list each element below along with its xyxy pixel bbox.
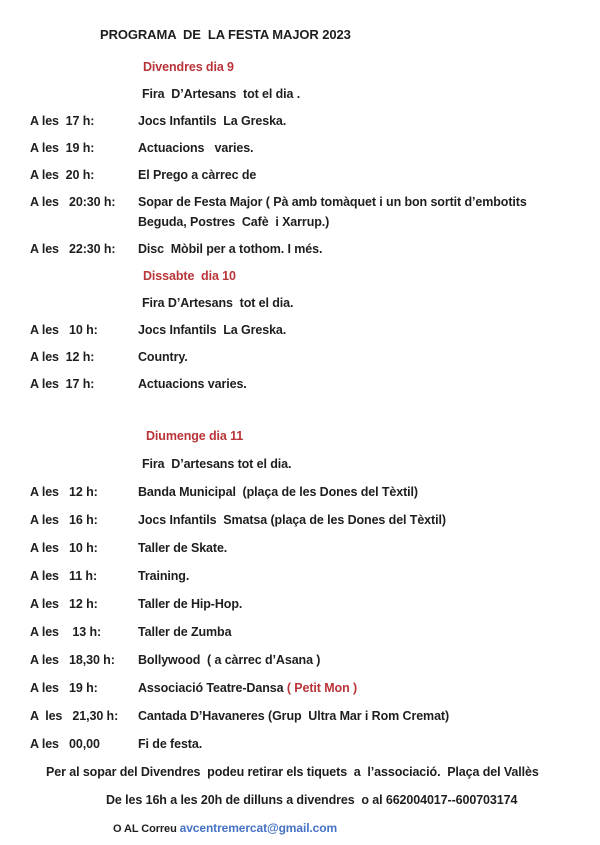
footer-hours-phone-note: De les 16h a les 20h de dilluns a divendres o al 662004017--600703174	[106, 793, 518, 807]
event-description: Taller de Skate.	[138, 541, 228, 555]
schedule-row	[0, 111, 600, 131]
event-description: Banda Municipal (plaça de les Dones del Tèxtil)	[138, 485, 418, 499]
event-description	[138, 678, 584, 698]
section-heading-divendres: Divendres dia 9	[143, 60, 234, 74]
schedule-row	[0, 594, 600, 614]
time-label: A les 17 h:	[30, 114, 95, 128]
event-description-black: Associació Teatre-Dansa	[138, 681, 287, 695]
schedule-row	[0, 650, 600, 670]
schedule-row	[0, 510, 600, 530]
schedule-row	[0, 678, 600, 698]
event-description: El Prego a càrrec de	[138, 168, 257, 182]
schedule-row	[0, 538, 600, 558]
event-description: Disc Mòbil per a tothom. I més.	[138, 242, 323, 256]
schedule-row	[0, 374, 600, 394]
schedule-row	[0, 566, 600, 586]
event-description-red: ( Petit Mon )	[286, 681, 358, 695]
schedule-row	[0, 165, 600, 185]
section-heading-dissabte: Dissabte dia 10	[143, 269, 236, 283]
event-description: Taller de Hip-Hop.	[138, 597, 243, 611]
section-heading-diumenge: Diumenge dia 11	[146, 429, 244, 443]
all-day-line: Fira D’Artesans tot el dia .	[142, 87, 301, 101]
event-description: Training.	[138, 569, 190, 583]
time-label: A les 12 h:	[30, 350, 95, 364]
event-description-line2: Beguda, Postres Cafè i Xarrup.)	[138, 215, 330, 229]
section-divendres	[0, 57, 600, 259]
email-label: O AL Correu	[113, 823, 180, 835]
time-label: A les 12 h:	[30, 597, 98, 611]
footer-email-line	[113, 818, 600, 839]
time-label: A les 16 h:	[30, 513, 98, 527]
event-description: Taller de Zumba	[138, 625, 232, 639]
time-label: A les 13 h:	[30, 625, 102, 639]
event-description: Country.	[138, 350, 188, 364]
time-label: A les 10 h:	[30, 323, 98, 337]
schedule-row	[0, 192, 600, 232]
all-day-line: Fira D’artesans tot el dia.	[142, 457, 292, 471]
all-day-line: Fira D’Artesans tot el dia.	[142, 296, 294, 310]
event-description: Bollywood ( a càrrec d’Asana )	[138, 653, 321, 667]
time-label: A les 19 h:	[30, 681, 98, 695]
event-description-line1: Sopar de Festa Major ( Pà amb tomàquet i un bon sortit d’embotits	[138, 195, 527, 209]
time-label: A les 22:30 h:	[30, 242, 116, 256]
time-label: A les 10 h:	[30, 541, 98, 555]
event-description: Cantada D’Havaneres (Grup Ultra Mar i Rom Cremat)	[138, 709, 450, 723]
schedule-row	[0, 734, 600, 754]
schedule-row	[0, 622, 600, 642]
time-label: A les 17 h:	[30, 377, 95, 391]
event-description: Jocs Infantils La Greska.	[138, 114, 287, 128]
page-title: PROGRAMA DE LA FESTA MAJOR 2023	[100, 27, 351, 42]
time-label: A les 00,00	[30, 737, 100, 751]
schedule-row	[0, 347, 600, 367]
time-label: A les 20 h:	[30, 168, 95, 182]
time-label: A les 18,30 h:	[30, 653, 115, 667]
schedule-row	[0, 706, 600, 726]
email-link[interactable]: avcentremercat@gmail.com	[179, 821, 338, 835]
time-label: A les 21,30 h:	[30, 709, 119, 723]
footer-tickets-note: Per al sopar del Divendres podeu retirar els tiquets a l’associació. Plaça del Vallès	[46, 765, 539, 779]
schedule-row	[0, 482, 600, 502]
event-description: Jocs Infantils Smatsa (plaça de les Dones del Tèxtil)	[138, 513, 446, 527]
section-dissabte	[0, 266, 600, 394]
schedule-row	[0, 320, 600, 340]
event-description: Jocs Infantils La Greska.	[138, 323, 287, 337]
schedule-row	[0, 138, 600, 158]
event-description: Actuacions varies.	[138, 141, 254, 155]
event-description: Fi de festa.	[138, 737, 203, 751]
event-description: Actuacions varies.	[138, 377, 247, 391]
time-label: A les 12 h:	[30, 485, 98, 499]
schedule-row	[0, 239, 600, 259]
event-description	[138, 192, 584, 232]
time-label: A les 11 h:	[30, 569, 98, 583]
time-label: A les 19 h:	[30, 141, 95, 155]
section-diumenge	[0, 426, 600, 754]
time-label: A les 20:30 h:	[30, 195, 116, 209]
